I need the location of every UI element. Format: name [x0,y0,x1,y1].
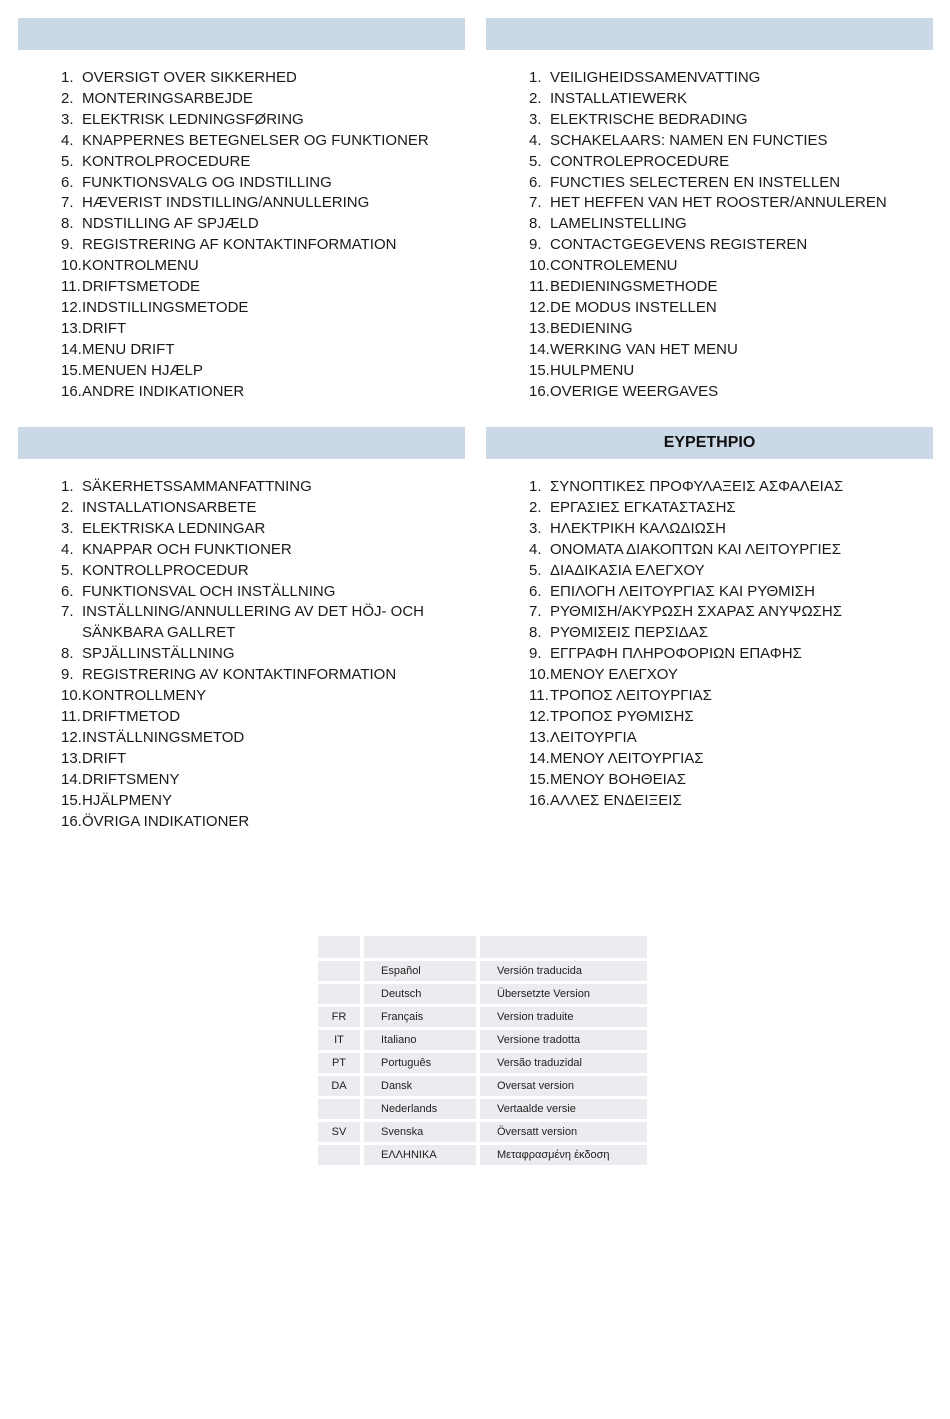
language-code-cell [318,1099,360,1122]
toc-item [529,770,929,791]
toc-item-text: WERKING VAN HET MENU [550,340,738,358]
language-table-header [318,936,647,961]
toc-item-text: INSTÄLLNINGSMETOD [82,728,245,746]
translated-version-cell: Μεταφρασμένη έκδοση [480,1145,647,1168]
toc-item-number: 14. [61,770,82,788]
language-code-cell [318,1145,360,1168]
header-version-cell [480,936,647,961]
toc-item [529,665,929,686]
toc-item-number: 14. [529,749,550,767]
language-name-cell: Svenska [364,1122,476,1145]
toc-item-text: ΡΥΘΜΙΣΕΙΣ ΠΕΡΣΙΔΑΣ [550,624,708,642]
language-table-row [318,1122,647,1145]
toc-item [529,561,929,582]
toc-item [61,561,461,582]
toc-item [529,498,929,519]
translated-version-cell: Version traduite [480,1007,647,1030]
toc-item [529,477,929,498]
toc-item-number: 7. [61,603,74,621]
toc-item [61,110,461,131]
translated-version-cell: Versión traducida [480,961,647,984]
toc-item-number: 5. [529,152,542,170]
toc-item [61,361,461,382]
header-language-cell [364,936,476,961]
toc-item-number: 13. [61,319,82,337]
toc-item-number: 12. [61,728,82,746]
toc-item [61,812,461,833]
toc-item-text: INSTÄLLNING/ANNULLERING AV DET HÖJ- OCH SÄNKBARA GALLRET [82,603,425,642]
translated-version-cell: Oversat version [480,1076,647,1099]
toc-item-number: 8. [61,215,74,233]
toc-item-number: 15. [529,770,550,788]
toc-item-text: NDSTILLING AF SPJÆLD [82,215,259,233]
toc-item-text: ΗΛΕΚΤΡΙΚΗ ΚΑΛΩΔΙΩΣΗ [550,519,726,537]
toc-item-text: KONTROLLMENY [82,687,207,705]
toc-item-text: ΜΕΝΟΥ ΕΛΕΓΧΟΥ [550,666,678,684]
toc-item-text: REGISTRERING AF KONTAKTINFORMATION [82,236,397,254]
toc-item [529,235,929,256]
toc-item-number: 5. [61,152,74,170]
toc-item [529,540,929,561]
toc-item [529,644,929,665]
toc-item-text: ELEKTRISKA LEDNINGAR [82,519,266,537]
toc-item [529,340,929,361]
language-name-cell: Italiano [364,1030,476,1053]
toc-item-text: ΜΕΝΟΥ ΒΟΗΘΕΙΑΣ [550,770,687,788]
toc-item [61,770,461,791]
toc-item-text: ΕΓΓΡΑΦΗ ΠΛΗΡΟΦΟΡΙΩΝ ΕΠΑΦΗΣ [550,645,802,663]
toc-item-number: 5. [529,561,542,579]
toc-item-number: 13. [529,728,550,746]
toc-item-number: 2. [61,89,74,107]
toc-item-number: 8. [529,624,542,642]
toc-item [61,728,461,749]
toc-item [61,256,461,277]
language-table-row [318,1145,647,1168]
toc-item-number: 6. [61,173,74,191]
toc-item-text: ELEKTRISK LEDNINGSFØRING [82,110,304,128]
toc-item [529,193,929,214]
toc-item-text: INSTALLATIEWERK [550,89,687,107]
toc-item-number: 3. [61,110,74,128]
toc-item-text: HULPMENU [550,361,635,379]
toc-item [529,749,929,770]
language-name-cell: Nederlands [364,1099,476,1122]
toc-item [529,519,929,540]
toc-item [529,214,929,235]
toc-item-text: ΕΡΓΑΣΙΕΣ ΕΓΚΑΤΑΣΤΑΣΗΣ [550,498,736,516]
toc-item-number: 11. [529,687,549,705]
toc-item-text: SPJÄLLINSTÄLLNING [82,645,235,663]
toc-item [529,68,929,89]
toc-item-text: DRIFTSMENY [82,770,180,788]
section-header-greek: ΕΥΡΕΤΗΡΙΟ [486,427,933,459]
toc-item-number: 16. [529,382,550,400]
toc-section-greek [486,427,933,809]
toc-item-number: 11. [61,278,81,296]
toc-item-text: ELEKTRISCHE BEDRADING [550,110,748,128]
toc-item [61,749,461,770]
toc-item-number: 12. [529,707,550,725]
toc-section-dutch [486,18,933,400]
translated-version-cell: Versione tradotta [480,1030,647,1053]
toc-item-number: 1. [529,69,542,86]
toc-item-text: CONTROLEPROCEDURE [550,152,730,170]
toc-item-number: 7. [529,194,542,212]
toc-item-text: BEDIENINGSMETHODE [550,278,718,296]
language-table-row [318,1053,647,1076]
toc-item [529,173,929,194]
toc-item [529,319,929,340]
toc-item [61,193,461,214]
toc-item [61,319,461,340]
language-code-cell: FR [318,1007,360,1030]
toc-item-text: OVERIGE WEERGAVES [550,382,719,400]
language-code-cell [318,984,360,1007]
toc-item [529,686,929,707]
toc-item-text: ΤΡΟΠΟΣ ΛΕΙΤΟΥΡΓΙΑΣ [550,687,712,705]
language-name-cell: Français [364,1007,476,1030]
toc-item [529,602,929,623]
toc-item-number: 7. [529,603,542,621]
toc-item-text: KONTROLLPROCEDUR [82,561,249,579]
language-version-table [318,936,647,1168]
toc-item-number: 4. [61,131,74,149]
toc-item-text: INSTALLATIONSARBETE [82,498,257,516]
translated-version-cell: Übersetzte Version [480,984,647,1007]
toc-item-number: 8. [61,645,74,663]
toc-item-text: BEDIENING [550,319,633,337]
toc-item-number: 11. [529,278,549,296]
language-name-cell: Deutsch [364,984,476,1007]
toc-item [529,152,929,173]
toc-item-text: LAMELINSTELLING [550,215,687,233]
toc-item [529,89,929,110]
toc-item-number: 6. [529,173,542,191]
toc-list-greek [529,477,929,812]
toc-item [61,665,461,686]
toc-item-number: 3. [529,110,542,128]
toc-item [61,644,461,665]
toc-item-number: 13. [61,749,82,767]
toc-item [529,256,929,277]
toc-item [61,173,461,194]
toc-item-text: DRIFTMETOD [82,707,181,725]
toc-item-text: HET HEFFEN VAN HET ROOSTER/ANNULEREN [550,194,887,212]
toc-item-number: 5. [61,561,74,579]
toc-item [61,340,461,361]
language-code-cell: IT [318,1030,360,1053]
toc-item [61,152,461,173]
toc-item-number: 16. [61,812,82,830]
toc-list-swedish [61,477,461,832]
toc-item-number: 10. [61,257,82,275]
toc-item [529,791,929,812]
toc-item [61,68,461,89]
toc-item-number: 16. [61,382,82,400]
toc-item-text: ΛΕΙΤΟΥΡΓΙΑ [550,728,637,746]
toc-item-number: 16. [529,791,550,809]
toc-item [61,89,461,110]
section-header-dutch [486,18,933,50]
toc-item-number: 15. [61,361,82,379]
toc-item-text: KONTROLPROCEDURE [82,152,251,170]
toc-item-number: 1. [61,69,74,86]
language-code-cell: PT [318,1053,360,1076]
toc-item-text: ΜΕΝΟΥ ΛΕΙΤΟΥΡΓΙΑΣ [550,749,704,767]
toc-item-number: 9. [529,236,542,254]
toc-item-number: 9. [61,666,74,684]
toc-item-number: 12. [529,298,550,316]
toc-list-dutch [529,68,929,403]
toc-item-text: ΡΥΘΜΙΣΗ/ΑΚΥΡΩΣΗ ΣΧΑΡΑΣ ΑΝΥΨΩΣΗΣ [550,603,843,621]
toc-item-number: 3. [61,519,74,537]
header-code-cell [318,936,360,961]
toc-item [529,707,929,728]
toc-item-number: 1. [529,478,542,495]
toc-item-text: FUNCTIES SELECTEREN EN INSTELLEN [550,173,841,191]
toc-item-text: DRIFT [82,319,127,337]
section-header-danish [18,18,465,50]
toc-item-text: ΑΛΛΕΣ ΕΝΔΕΙΞΕΙΣ [550,791,682,809]
toc-item-number: 15. [61,791,82,809]
toc-item [61,131,461,152]
toc-item-number: 13. [529,319,550,337]
toc-item [61,519,461,540]
toc-item-number: 14. [529,340,550,358]
toc-item-text: INDSTILLINGSMETODE [82,298,249,316]
toc-item-text: ΟΝΟΜΑΤΑ ΔΙΑΚΟΠΤΩΝ ΚΑΙ ΛΕΙΤΟΥΡΓΙΕΣ [550,540,841,558]
toc-item-text: ΕΠΙΛΟΓΗ ΛΕΙΤΟΥΡΓΙΑΣ ΚΑΙ ΡΥΘΜΙΣΗ [550,582,815,600]
toc-item-text: MONTERINGSARBEJDE [82,89,253,107]
toc-item-text: VEILIGHEIDSSAMENVATTING [550,69,761,86]
toc-item-text: HÆVERIST INDSTILLING/ANNULLERING [82,194,370,212]
language-name-cell: Dansk [364,1076,476,1099]
toc-item-text: DRIFT [82,749,127,767]
toc-item-number: 1. [61,478,74,495]
toc-item-number: 10. [529,666,550,684]
toc-item-number: 2. [529,89,542,107]
toc-item [61,214,461,235]
toc-item [61,602,461,644]
toc-item [61,477,461,498]
toc-item-number: 10. [529,257,550,275]
toc-item [61,382,461,403]
toc-item-number: 11. [61,707,81,725]
toc-item-number: 8. [529,215,542,233]
toc-item-text: CONTACTGEGEVENS REGISTEREN [550,236,808,254]
toc-item-number: 12. [61,298,82,316]
toc-item-number: 10. [61,687,82,705]
language-table-row [318,1076,647,1099]
toc-item [529,110,929,131]
translated-version-cell: Versão traduzidal [480,1053,647,1076]
toc-list-danish [61,68,461,403]
language-table-row [318,1099,647,1122]
toc-item-number: 15. [529,361,550,379]
toc-item [61,277,461,298]
language-table-row [318,984,647,1007]
language-table-row [318,961,647,984]
toc-item [61,235,461,256]
toc-item-number: 4. [61,540,74,558]
toc-section-swedish [18,427,465,830]
toc-item [61,298,461,319]
toc-item-text: KNAPPAR OCH FUNKTIONER [82,540,292,558]
toc-item-number: 4. [529,540,542,558]
toc-item-text: ÖVRIGA INDIKATIONER [82,812,250,830]
language-code-cell: SV [318,1122,360,1145]
toc-item-text: OVERSIGT OVER SIKKERHED [82,69,297,86]
toc-item [529,382,929,403]
toc-item-text: ANDRE INDIKATIONER [82,382,245,400]
toc-item-text: KONTROLMENU [82,257,199,275]
toc-item-number: 2. [529,498,542,516]
toc-item [529,623,929,644]
toc-item [529,582,929,603]
toc-item-text: CONTROLEMENU [550,257,678,275]
toc-item [529,131,929,152]
toc-item-text: HJÄLPMENY [82,791,173,809]
translated-version-cell: Vertaalde versie [480,1099,647,1122]
language-table-row [318,1030,647,1053]
toc-item [61,707,461,728]
language-name-cell: Español [364,961,476,984]
toc-item-text: FUNKTIONSVALG OG INDSTILLING [82,173,332,191]
toc-item [61,582,461,603]
translated-version-cell: Översatt version [480,1122,647,1145]
toc-item [61,791,461,812]
section-header-swedish [18,427,465,459]
toc-item [61,498,461,519]
toc-item-text: DRIFTSMETODE [82,278,201,296]
toc-item [61,540,461,561]
toc-item-text: ΔΙΑΔΙΚΑΣΙΑ ΕΛΕΓΧΟΥ [550,561,705,579]
toc-item-number: 6. [61,582,74,600]
toc-item-text: DE MODUS INSTELLEN [550,298,717,316]
toc-item-number: 9. [61,236,74,254]
language-name-cell: ΕΛΛΗΝΙΚΑ [364,1145,476,1168]
toc-item-text: SCHAKELAARS: NAMEN EN FUNCTIES [550,131,828,149]
toc-item [529,298,929,319]
language-name-cell: Português [364,1053,476,1076]
toc-item-number: 6. [529,582,542,600]
toc-item [529,361,929,382]
toc-item-number: 14. [61,340,82,358]
toc-section-danish [18,18,465,400]
toc-item [529,277,929,298]
toc-item-text: SÄKERHETSSAMMANFATTNING [82,478,312,495]
toc-item-number: 7. [61,194,74,212]
toc-item [529,728,929,749]
language-code-cell: DA [318,1076,360,1099]
toc-item-number: 3. [529,519,542,537]
toc-item-text: ΤΡΟΠΟΣ ΡΥΘΜΙΣΗΣ [550,707,694,725]
toc-item-text: REGISTRERING AV KONTAKTINFORMATION [82,666,397,684]
toc-item-text: FUNKTIONSVAL OCH INSTÄLLNING [82,582,336,600]
toc-item-text: KNAPPERNES BETEGNELSER OG FUNKTIONER [82,131,429,149]
toc-item-number: 9. [529,645,542,663]
toc-item-text: MENU DRIFT [82,340,175,358]
toc-item-text: MENUEN HJÆLP [82,361,203,379]
language-table-row [318,1007,647,1030]
language-code-cell [318,961,360,984]
toc-item [61,686,461,707]
toc-item-text: ΣΥΝΟΠΤΙΚΕΣ ΠΡΟΦΥΛΑΞΕΙΣ ΑΣΦΑΛΕΙΑΣ [550,478,844,495]
toc-item-number: 2. [61,498,74,516]
toc-item-number: 4. [529,131,542,149]
